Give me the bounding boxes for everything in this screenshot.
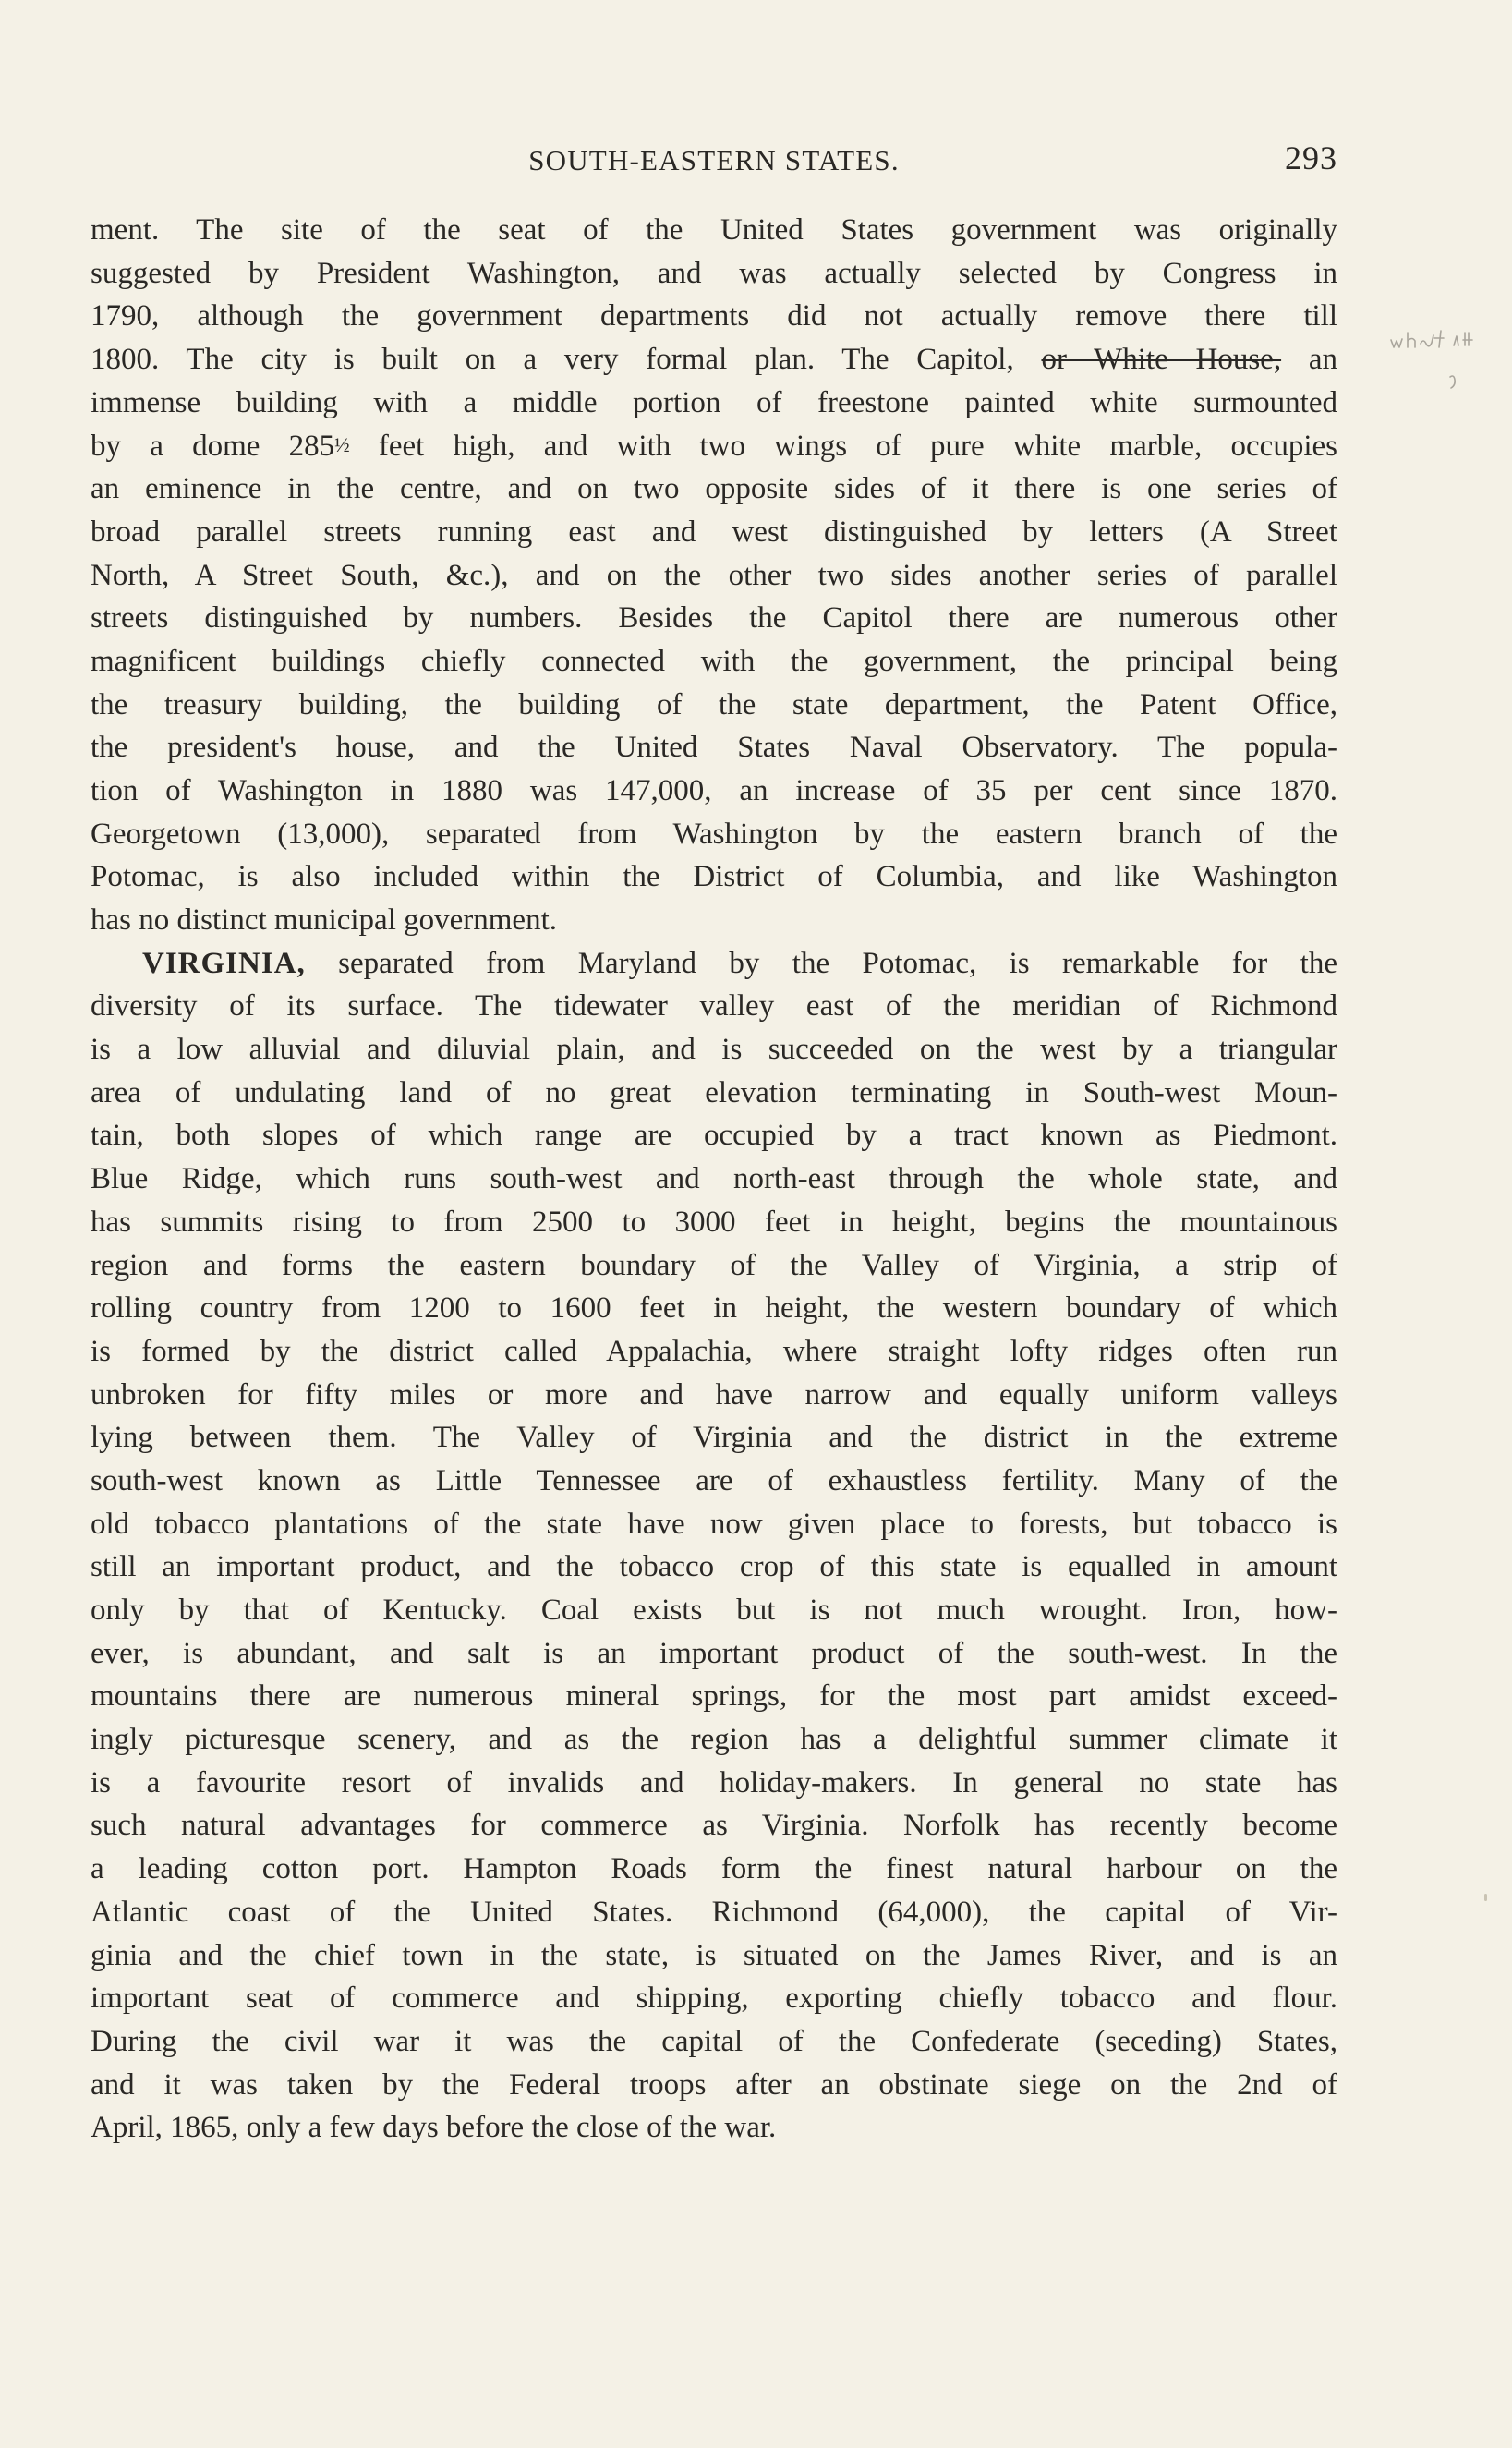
text-line: April, 1865, only a few days before the close of the war.	[91, 2111, 777, 2145]
text-line: ginia and the chief town in the state, is situated on the James River, and is an	[91, 1938, 1337, 1972]
line-fragment: 1800. The city is built on a very formal plan. The Capitol,	[91, 343, 1014, 377]
section-lead-virginia: VIRGINIA,	[142, 946, 306, 980]
struck-through-text: or White House,	[1041, 343, 1282, 377]
text-line: 1790, although the government departments did not actually remove there till	[91, 299, 1337, 333]
text-line: Blue Ridge, which runs south-west and north-east through the whole state, and	[91, 1162, 1337, 1196]
text-line: Georgetown (13,000), separated from Washington by the eastern branch of the	[91, 817, 1337, 851]
paper-speck	[1484, 1894, 1487, 1901]
running-head: SOUTH-EASTERN STATES.	[528, 144, 900, 176]
text-line: Potomac, is also included within the District of Columbia, and like Washington	[91, 860, 1337, 894]
text-line: magnificent buildings chiefly connected with the government, the principal being	[91, 644, 1337, 678]
text-line: is formed by the district called Appalachia, where straight lofty ridges often run	[91, 1334, 1337, 1368]
text-line: area of undulating land of no great elevation terminating in South-west Moun-	[91, 1075, 1337, 1109]
handwritten-marginal-note	[1387, 323, 1498, 425]
line-fragment: separated from Maryland by the Potomac, is remarkable for the	[305, 946, 1337, 980]
text-line	[91, 338, 1337, 382]
text-line: is a low alluvial and diluvial plain, and is succeeded on the west by a triangular	[91, 1033, 1337, 1067]
fraction: ½	[334, 433, 350, 457]
text-line: broad parallel streets running east and west distinguished by letters (A Street	[91, 515, 1337, 549]
text-line: south-west known as Little Tennessee are of exhaustless fertility. Many of the	[91, 1463, 1337, 1497]
text-line: old tobacco plantations of the state have now given place to forests, but tobacco is	[91, 1507, 1337, 1541]
text-line: an eminence in the centre, and on two opposite sides of it there is one series of	[91, 472, 1337, 506]
text-line: the president's house, and the United States Naval Observatory. The popula-	[91, 731, 1337, 765]
text-line: such natural advantages for commerce as Virginia. Norfolk has recently become	[91, 1809, 1337, 1843]
text-line: tion of Washington in 1880 was 147,000, an increase of 35 per cent since 1870.	[91, 773, 1337, 807]
text-line: has summits rising to from 2500 to 3000 feet in height, begins the mountainous	[91, 1205, 1337, 1239]
text-line: is a favourite resort of invalids and holiday-makers. In general no state has	[91, 1765, 1337, 1800]
page-number: 293	[1285, 139, 1337, 176]
text-line: rolling country from 1200 to 1600 feet in height, the western boundary of which	[91, 1291, 1337, 1326]
body-text	[91, 209, 1337, 2150]
text-line: has no distinct municipal government.	[91, 903, 557, 937]
text-line: ingly picturesque scenery, and as the region has a delightful summer climate it	[91, 1723, 1337, 1757]
text-line: unbroken for fifty miles or more and have narrow and equally uniform valleys	[91, 1377, 1337, 1412]
text-line: lying between them. The Valley of Virginia and the district in the extreme	[91, 1421, 1337, 1455]
text-line: ever, is abundant, and salt is an important product of the south-west. In the	[91, 1636, 1337, 1670]
text-line: tain, both slopes of which range are occupied by a tract known as Piedmont.	[91, 1119, 1337, 1153]
text-line: still an important product, and the tobacco crop of this state is equalled in amount	[91, 1550, 1337, 1584]
text-line: region and forms the eastern boundary of the Valley of Virginia, a strip of	[91, 1248, 1337, 1282]
text-line: mountains there are numerous mineral springs, for the most part amidst exceed-	[91, 1679, 1337, 1714]
text-line: immense building with a middle portion of freestone painted white surmounted	[91, 385, 1337, 419]
text-line: only by that of Kentucky. Coal exists but is not much wrought. Iron, how-	[91, 1594, 1337, 1627]
text-line: During the civil war it was the capital of the Confederate (seceding) States,	[91, 2024, 1337, 2058]
text-line: a leading cotton port. Hampton Roads form the finest natural harbour on the	[91, 1852, 1337, 1886]
text-line: streets distinguished by numbers. Besides the Capitol there are numerous other	[91, 601, 1337, 636]
text-line	[91, 424, 1337, 467]
text-line: North, A Street South, &c.), and on the other two sides another series of parallel	[91, 558, 1337, 592]
paragraph-virginia	[91, 942, 1337, 2150]
text-line: important seat of commerce and shipping, exporting chiefly tobacco and flour.	[91, 1981, 1337, 2016]
page-header	[91, 139, 1337, 188]
text-line: suggested by President Washington, and was actually selected by Congress in	[91, 256, 1337, 290]
paragraph-washington	[91, 209, 1337, 942]
text-line: ment. The site of the seat of the United States government was originally	[91, 213, 1337, 247]
text-line	[91, 942, 1337, 986]
line-fragment: by a dome 285	[91, 430, 335, 464]
text-line: the treasury building, the building of the state department, the Patent Office,	[91, 687, 1337, 721]
line-fragment: an	[1308, 343, 1337, 377]
line-fragment: feet high, and with two wings of pure white marble, occupies	[349, 430, 1337, 464]
text-line: Atlantic coast of the United States. Richmond (64,000), the capital of Vir-	[91, 1895, 1337, 1929]
text-line: diversity of its surface. The tidewater valley east of the meridian of Richmond	[91, 989, 1337, 1024]
text-line: and it was taken by the Federal troops after an obstinate siege on the 2nd of	[91, 2067, 1337, 2102]
